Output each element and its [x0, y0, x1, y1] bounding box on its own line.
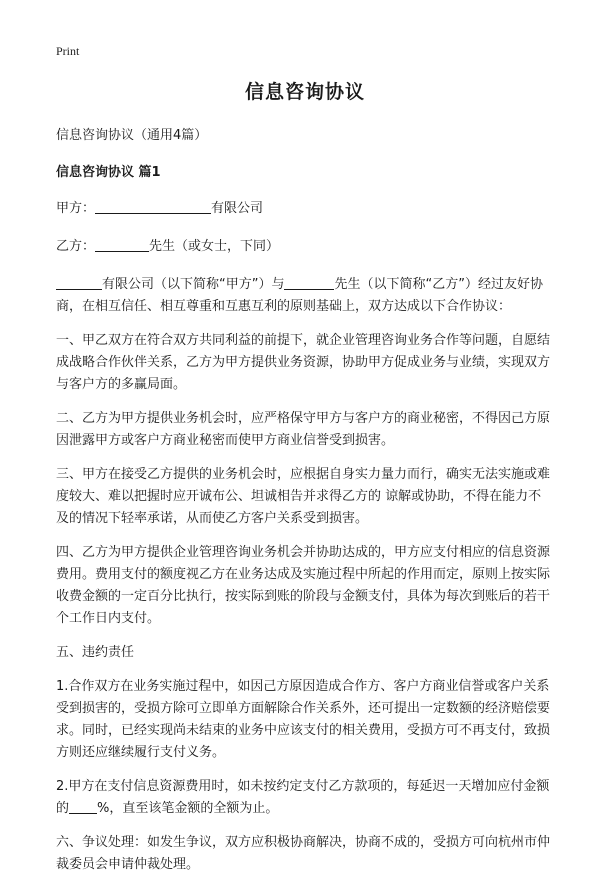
document-subtitle: 信息咨询协议（通用4篇） — [56, 128, 208, 143]
party-a-line — [56, 198, 554, 220]
breach-2-text-1: 2.甲方在支付信息资源费用时，如未按约定支付乙方款项的，每延迟一天增加应付金额的 — [56, 779, 550, 816]
party-b-suffix: 先生（或女士，下同） — [149, 239, 280, 254]
intro-text-2: 先生（以下简称“乙方”）经过友好协商，在相互信任、相互尊重和互惠互利的原则基础上，双方达成以下合作协议： — [56, 277, 543, 314]
breach-clause-1: 1.合作双方在业务实施过程中，如因己方原因造成合作方、客户方商业信誉或客户关系受到损害的，受损方除可立即单方面解除合作关系外，还可提出一定数额的经济赔偿要求。同时，已经实现尚未结束的业务中应该支付的相关费用，受损方可不再支付，致损方则还应继续履行支付义务。 — [56, 679, 551, 760]
intro-blank-company — [56, 275, 102, 290]
intro-paragraph — [56, 274, 554, 318]
party-b-blank — [95, 237, 149, 252]
party-b-line — [56, 236, 554, 258]
dispute-clause: 六、争议处理：如发生争议，双方应积极协商解决，协商不成的，受损方可向杭州市仲裁委员会申请仲裁处理。 — [56, 835, 551, 872]
print-label[interactable]: Print — [56, 44, 80, 58]
clause-3: 三、甲方在接受乙方提供的业务机会时，应根据自身实力量力而行，确实无法实施或难度较大、难以把握时应开诚布公、坦诚相告并求得乙方的 谅解或协助，不得在能力不及的情况下轻率承诺，从而使乙方客户关系受到损害。 — [56, 467, 551, 526]
breach-2-text-2: %，直至该笔金额的全额为止。 — [97, 801, 279, 816]
party-b-prefix: 乙方： — [56, 239, 96, 254]
clause-1: 一、甲乙双方在符合双方共同利益的前提下，就企业管理咨询业务合作等问题，自愿结成战略合作伙伴关系，乙方为甲方提供业务资源，协助甲方促成业务与业绩，实现双方与客户方的多赢局面。 — [56, 333, 551, 392]
intro-text-1: 有限公司（以下简称“甲方”）与 — [102, 277, 285, 292]
document-title: 信息咨询协议 — [244, 81, 365, 103]
intro-blank-name — [284, 275, 334, 290]
party-a-prefix: 甲方： — [56, 201, 96, 216]
party-a-suffix: 有限公司 — [211, 201, 264, 216]
section-heading: 信息咨询协议 篇1 — [56, 165, 161, 180]
clause-2: 二、乙方为甲方提供业务机会时，应严格保守甲方与客户方的商业秘密，不得因己方原因泄露甲方或客户方商业秘密而使甲方商业信誉受到损害。 — [56, 411, 551, 448]
party-a-blank — [95, 199, 211, 214]
breach-heading: 五、违约责任 — [56, 645, 135, 660]
breach-clause-2 — [56, 776, 554, 820]
clause-4: 四、乙方为甲方提供企业管理咨询业务机会并协助达成的，甲方应支付相应的信息资源费用。费用支付的额度视乙方在业务达成及实施过程中所起的作用而定，原则上按实际收费金额的一定百分比执行，按实际到账的阶段与金额支付，具体为每次到账后的若干个工作日内支付。 — [56, 545, 551, 626]
breach-2-blank — [69, 799, 97, 814]
